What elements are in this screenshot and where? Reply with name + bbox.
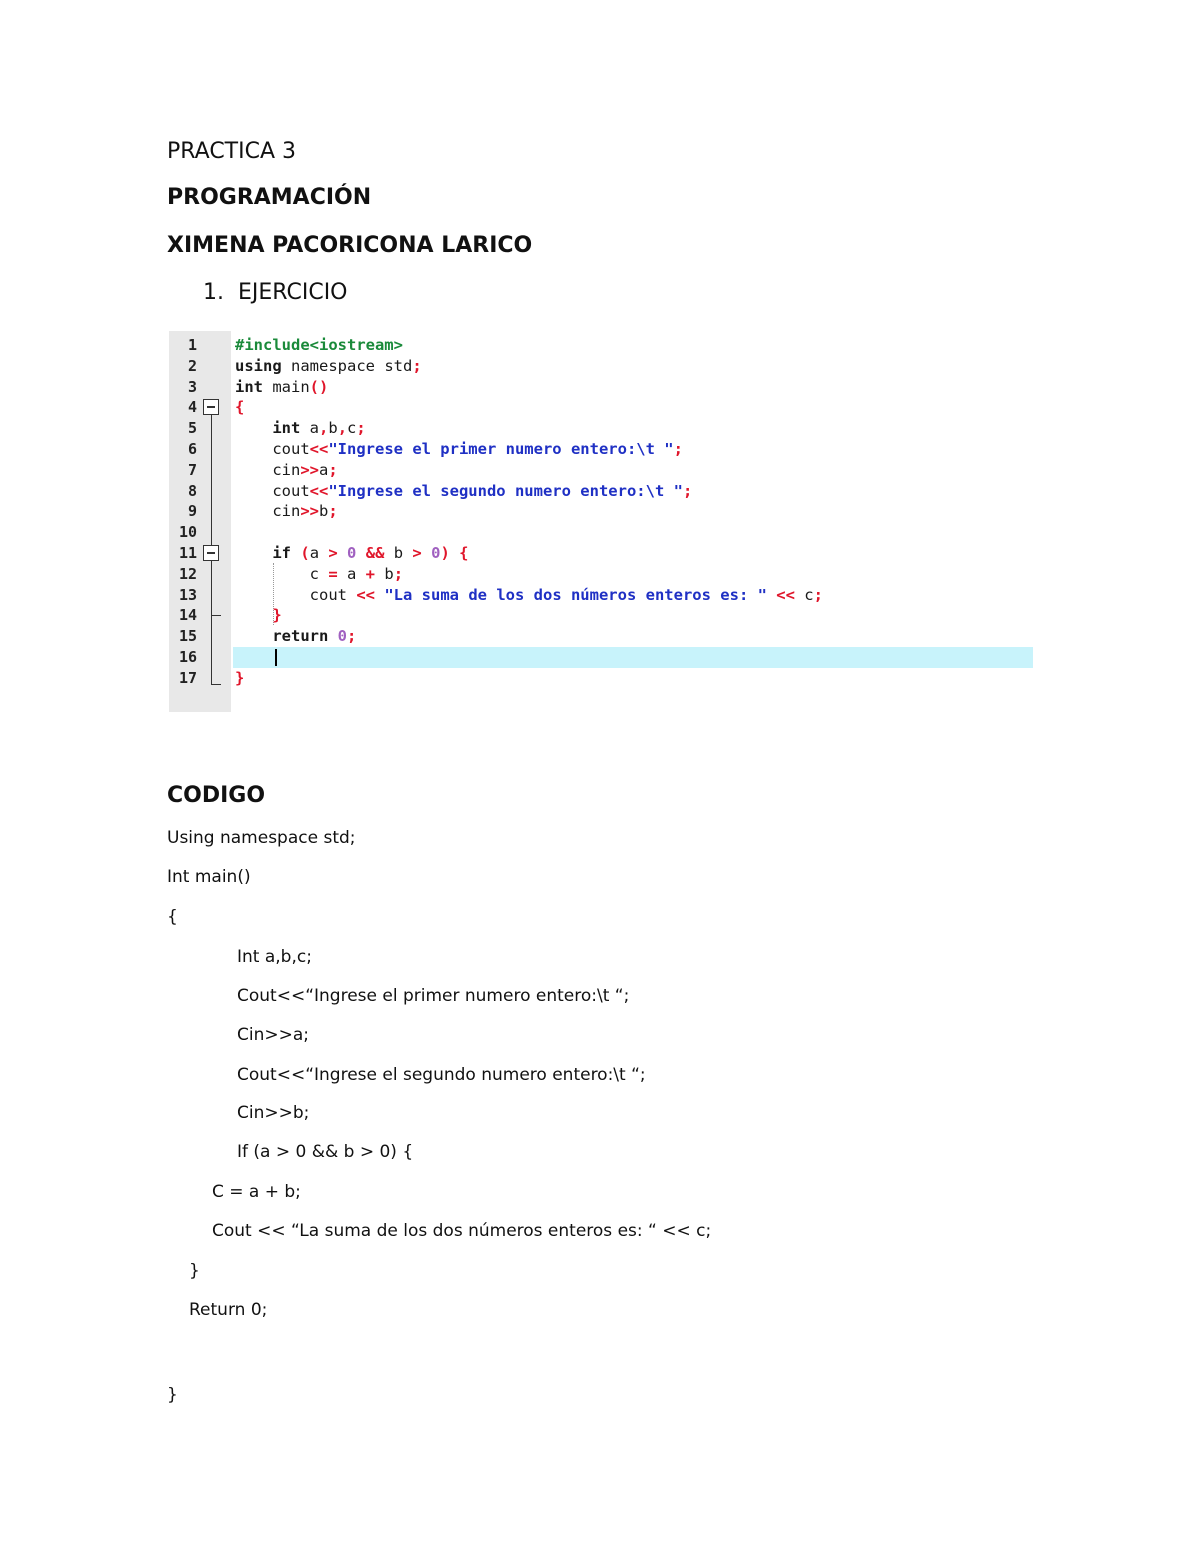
code-token: a [337, 564, 366, 583]
code-line[interactable] [235, 585, 823, 606]
code-token: main [263, 377, 310, 396]
code-line[interactable] [235, 564, 403, 585]
code-text-line: Int main() [167, 867, 251, 887]
code-token: a [300, 419, 319, 438]
code-token: 0 [431, 544, 441, 562]
code-text-line: Cout<<“Ingrese el segundo numero entero:\t “; [237, 1065, 646, 1085]
document-title: PRACTICA 3 [167, 139, 297, 164]
code-text-line: } [189, 1261, 200, 1281]
fold-guide-line [211, 415, 212, 545]
code-token: a [309, 544, 329, 562]
code-token: > [412, 544, 422, 562]
line-number: 17 [178, 668, 197, 687]
code-token: b [328, 419, 338, 438]
code-token: , [319, 419, 329, 438]
code-token: ; [813, 585, 823, 604]
code-token: ; [393, 564, 404, 583]
line-number: 8 [187, 481, 197, 500]
code-token: ; [328, 460, 338, 479]
code-token: int [272, 419, 301, 438]
code-token: ; [682, 481, 693, 500]
code-line[interactable] [235, 605, 282, 626]
code-token: "Ingrese el segundo numero entero:\t " [328, 481, 683, 500]
code-line[interactable] [235, 481, 692, 502]
code-heading: CODIGO [167, 783, 266, 808]
code-token [235, 544, 272, 562]
code-line[interactable] [235, 460, 338, 481]
code-token: ; [673, 440, 683, 458]
code-token: 0 [337, 627, 348, 646]
code-token [328, 627, 337, 645]
fold-minus-icon[interactable] [203, 545, 219, 561]
code-line[interactable] [235, 501, 338, 522]
line-number: 15 [178, 627, 197, 646]
code-token: #include<iostream> [235, 336, 403, 354]
line-number: 10 [178, 523, 197, 542]
code-token: cout [235, 585, 357, 604]
code-token [235, 606, 272, 624]
code-editor-screenshot [169, 331, 1033, 712]
code-token [450, 544, 459, 562]
code-token [356, 544, 365, 562]
code-token: using [235, 356, 282, 375]
code-token: << [309, 481, 329, 500]
code-token: int [235, 377, 263, 396]
fold-guide-line [211, 561, 212, 685]
code-text-line: Using namespace std; [167, 828, 356, 848]
code-text-line: Cin>>a; [237, 1025, 310, 1045]
subject-heading: PROGRAMACIÓN [167, 185, 372, 210]
code-line[interactable] [235, 543, 468, 564]
line-number: 5 [187, 419, 197, 438]
code-line[interactable] [235, 397, 244, 418]
code-line[interactable] [235, 418, 366, 439]
code-token: cin [235, 460, 301, 479]
current-line-highlight [233, 647, 1033, 668]
code-token: << [309, 440, 329, 458]
code-token: "La suma de los dos números enteros es: " [384, 585, 767, 604]
code-token: } [235, 668, 245, 687]
line-number: 13 [178, 585, 197, 604]
code-token: ; [347, 627, 357, 646]
code-token: "Ingrese el primer numero entero:\t " [328, 440, 674, 458]
code-line[interactable] [235, 335, 403, 356]
code-token: if [272, 544, 291, 562]
code-token: ; [412, 356, 422, 375]
code-token: << [356, 585, 375, 604]
code-token: { [235, 398, 245, 417]
code-text-line: Int a,b,c; [237, 947, 312, 967]
code-text-line: Return 0; [189, 1300, 268, 1320]
code-token [375, 586, 384, 604]
line-number: 11 [178, 544, 197, 562]
code-token [422, 544, 431, 562]
code-token: cin [235, 502, 301, 521]
line-number: 7 [187, 460, 197, 479]
line-number: 4 [187, 398, 197, 417]
code-token: b [375, 564, 394, 583]
code-text-line: { [167, 907, 178, 927]
code-text-line: If (a > 0 && b > 0) { [237, 1142, 414, 1162]
code-token: cout [235, 481, 310, 500]
code-token: () [309, 377, 329, 396]
code-token: >> [300, 460, 319, 479]
code-line[interactable] [235, 626, 356, 647]
code-text-line: Cin>>b; [237, 1103, 310, 1123]
fold-minus-icon[interactable] [203, 399, 219, 415]
exercise-number: 1. [203, 280, 224, 305]
code-token: << [776, 585, 795, 604]
line-number: 9 [187, 502, 197, 521]
code-token: ( [300, 544, 310, 562]
code-token: = [328, 564, 338, 583]
code-token: cout [235, 440, 310, 458]
code-token: return [272, 627, 329, 646]
code-line[interactable] [235, 377, 328, 398]
exercise-label: EJERCICIO [238, 280, 348, 305]
code-text-line: Cout << “La suma de los dos números enteros es: “ << c; [212, 1221, 712, 1241]
code-token: && [365, 544, 385, 562]
code-token: > [328, 544, 338, 562]
line-number: 3 [187, 377, 197, 396]
code-token [235, 627, 272, 645]
code-token: + [365, 564, 376, 583]
code-token [767, 586, 776, 604]
code-token: , [337, 419, 348, 438]
code-line[interactable] [235, 356, 422, 377]
exercise-heading [203, 280, 348, 305]
line-number: 16 [178, 648, 197, 666]
code-token: c [347, 419, 357, 438]
line-number: 6 [187, 440, 197, 458]
code-token: 0 [347, 544, 357, 562]
line-number: 1 [187, 336, 197, 354]
code-token: ; [328, 502, 338, 521]
line-number: 14 [178, 606, 197, 625]
code-text-line: } [167, 1385, 178, 1405]
line-number: 2 [187, 356, 197, 375]
code-token [338, 544, 347, 562]
code-token: b [384, 544, 413, 562]
code-token: >> [300, 502, 319, 521]
code-token: { [459, 544, 469, 562]
code-token [291, 544, 300, 562]
code-token: b [319, 502, 329, 521]
line-number: 12 [178, 564, 197, 583]
code-token [235, 419, 272, 437]
fold-end-tick [211, 684, 221, 685]
code-token: ; [356, 419, 366, 438]
code-token: } [272, 606, 282, 625]
fold-end-tick [211, 615, 221, 616]
code-text-line: C = a + b; [212, 1182, 301, 1202]
code-text-line: Cout<<“Ingrese el primer numero entero:\t “; [237, 986, 630, 1006]
code-token: c [235, 564, 329, 583]
code-token: a [319, 460, 329, 479]
author-heading: XIMENA PACORICONA LARICO [167, 233, 533, 258]
code-token: c [794, 585, 814, 604]
code-token: namespace std [281, 356, 413, 375]
text-cursor [275, 649, 277, 666]
code-token: ) [440, 544, 450, 562]
code-line[interactable] [235, 439, 683, 460]
code-line[interactable] [235, 668, 244, 689]
